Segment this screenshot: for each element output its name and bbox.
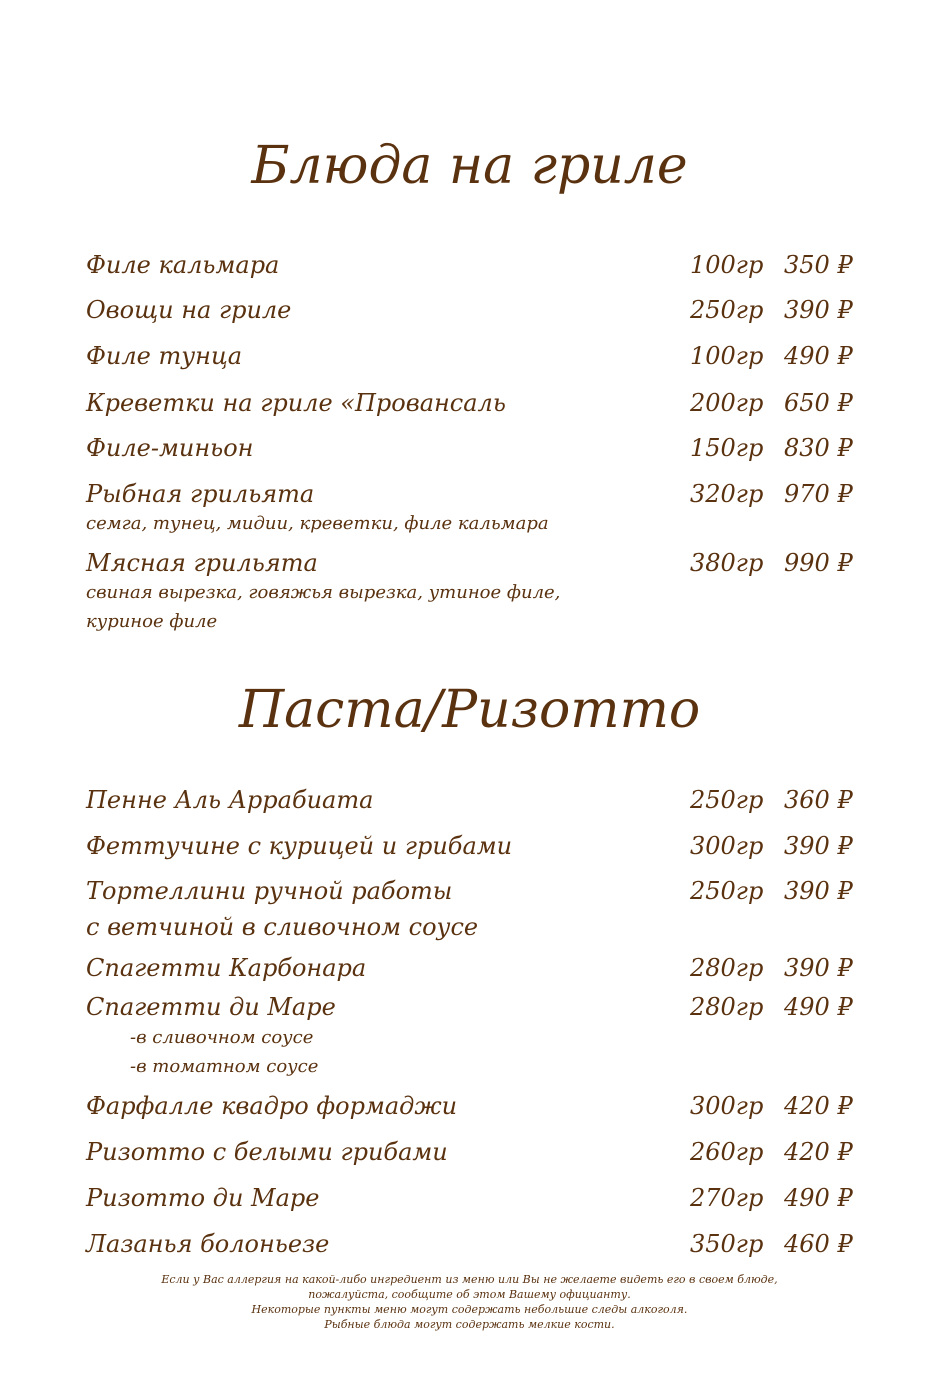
item-weight: 200гр [690, 389, 764, 417]
item-weight: 250гр [690, 877, 764, 905]
item-name: Филе кальмара [86, 251, 280, 279]
item-weight: 270гр [690, 1184, 764, 1212]
item-price: 490 ₽ [784, 1184, 853, 1212]
item-weight: 150гр [690, 434, 764, 462]
item-description: куриное филе [86, 611, 218, 632]
item-weight: 320гр [690, 480, 764, 508]
item-price: 360 ₽ [784, 786, 853, 814]
item-price: 970 ₽ [784, 480, 853, 508]
item-price: 490 ₽ [784, 342, 853, 370]
item-price: 390 ₽ [784, 832, 853, 860]
item-price: 830 ₽ [784, 434, 853, 462]
item-weight: 380гр [690, 549, 764, 577]
item-price: 990 ₽ [784, 549, 853, 577]
item-price: 350 ₽ [784, 251, 853, 279]
item-weight: 260гр [690, 1138, 764, 1166]
item-name: Тортеллини ручной работы [86, 877, 453, 905]
item-price: 420 ₽ [784, 1138, 853, 1166]
item-price: 390 ₽ [784, 954, 853, 982]
item-description: семга, тунец, мидии, креветки, филе кальмара [86, 513, 549, 534]
item-name: Спагетти ди Маре [86, 993, 336, 1021]
item-name: Спагетти Карбонара [86, 954, 367, 982]
item-price: 460 ₽ [784, 1230, 853, 1258]
allergy-notice [0, 1272, 939, 1332]
item-name: Филе тунца [86, 342, 243, 370]
section-title-grill: Блюда на гриле [251, 136, 688, 196]
item-weight: 300гр [690, 832, 764, 860]
item-weight: 250гр [690, 786, 764, 814]
section-title-pasta: Паста/Ризотто [238, 680, 701, 740]
item-weight: 300гр [690, 1092, 764, 1120]
item-price: 390 ₽ [784, 877, 853, 905]
item-name: Ризотто с белыми грибами [86, 1138, 448, 1166]
item-weight: 350гр [690, 1230, 764, 1258]
item-name: Лазанья болоньезе [86, 1230, 330, 1258]
item-name: Креветки на гриле «Провансаль [86, 389, 506, 417]
item-name: Мясная грильята [86, 549, 318, 577]
item-name: Фарфалле квадро формаджи [86, 1092, 458, 1120]
item-weight: 100гр [690, 251, 764, 279]
item-option: -в томатном соусе [130, 1056, 319, 1077]
item-name-line2: с ветчиной в сливочном соусе [86, 913, 479, 941]
notice-line: Рыбные блюда могут содержать мелкие кости. [324, 1318, 615, 1331]
item-name: Пенне Аль Аррабиата [86, 786, 374, 814]
item-weight: 250гр [690, 296, 764, 324]
item-weight: 280гр [690, 954, 764, 982]
item-price: 390 ₽ [784, 296, 853, 324]
item-description: свиная вырезка, говяжья вырезка, утиное филе, [86, 582, 561, 603]
item-name: Филе-миньон [86, 434, 254, 462]
item-name: Феттучине с курицей и грибами [86, 832, 513, 860]
item-price: 490 ₽ [784, 993, 853, 1021]
item-weight: 100гр [690, 342, 764, 370]
item-weight: 280гр [690, 993, 764, 1021]
item-option: -в сливочном соусе [130, 1027, 314, 1048]
item-name: Рыбная грильята [86, 480, 315, 508]
item-name: Овощи на гриле [86, 296, 292, 324]
item-price: 650 ₽ [784, 389, 853, 417]
notice-line: Некоторые пункты меню могут содержать небольшие следы алкоголя. [251, 1303, 688, 1316]
notice-line: пожалуйста, сообщите об этом Вашему официанту. [308, 1288, 631, 1301]
notice-line: Если у Вас аллергия на какой-либо ингредиент из меню или Вы не желаете видеть его в своем блюде, [161, 1273, 778, 1286]
item-name: Ризотто ди Маре [86, 1184, 320, 1212]
item-price: 420 ₽ [784, 1092, 853, 1120]
